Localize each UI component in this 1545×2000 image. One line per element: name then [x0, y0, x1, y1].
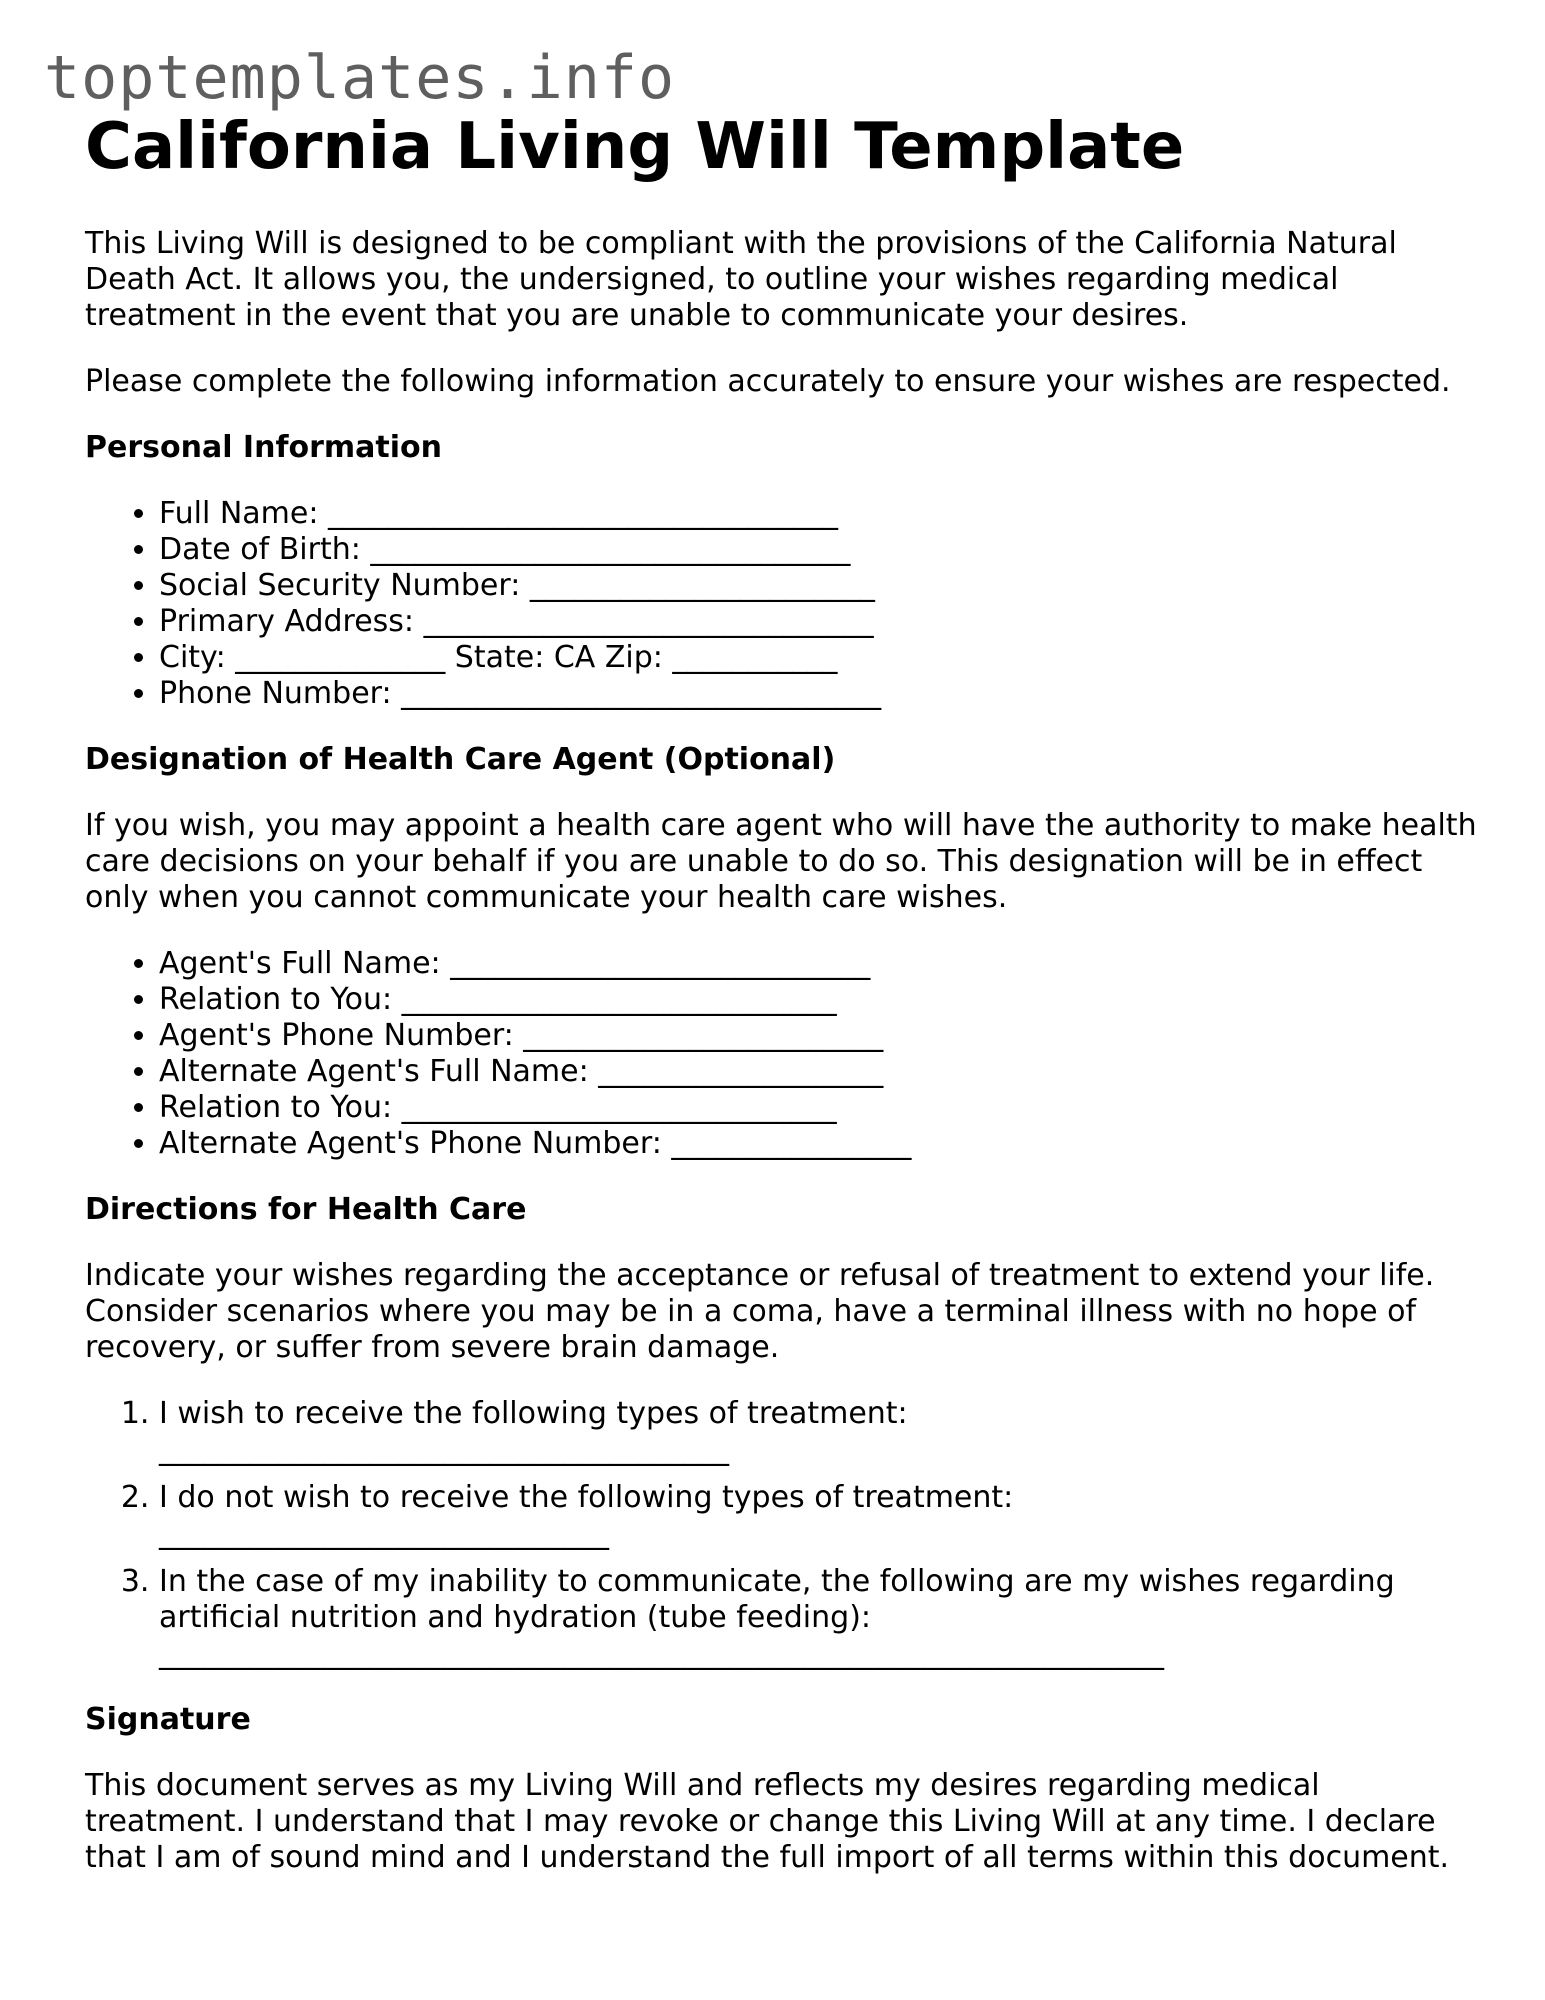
agent-paragraph: If you wish, you may appoint a health care agent who will have the authority to make health care decisions on your behalf if you are unable to do so. This designation will be in effect only when you cannot communicate your health care wishes. [85, 808, 1477, 915]
direction-text: 2. I do not wish to receive the following types of treatment: [159, 1480, 1014, 1515]
list-item[interactable]: • Alternate Agent's Phone Number: ________________ [159, 1126, 1485, 1162]
direction-blank[interactable]: ______________________________ [159, 1516, 609, 1551]
signature-heading: Signature [85, 1702, 251, 1737]
agent-list [85, 946, 1485, 1162]
signature-paragraph: This document serves as my Living Will and reflects my desires regarding medical treatment. I understand that I may revoke or change this Living Will at any time. I declare that I am of sound mind and I understand the full import of all terms within this document. [85, 1768, 1450, 1875]
list-item[interactable]: • Phone Number: ________________________________ [159, 676, 1485, 712]
list-item[interactable]: • Relation to You: _____________________________ [159, 1090, 1485, 1126]
list-item [159, 1480, 1485, 1552]
list-item[interactable]: • Social Security Number: _______________________ [159, 568, 1485, 604]
list-item[interactable]: • Date of Birth: ________________________________ [159, 532, 1485, 568]
personal-info-heading: Personal Information [85, 430, 442, 465]
intro-paragraph-1: This Living Will is designed to be compliant with the provisions of the California Natural Death Act. It allows you, the undersigned, to outline your wishes regarding medical treatment in the event that you are unable to communicate your desires. [85, 226, 1397, 333]
direction-blank[interactable]: ______________________________________ [159, 1432, 729, 1467]
list-item[interactable]: • Alternate Agent's Full Name: ___________________ [159, 1054, 1485, 1090]
intro-paragraph-2: Please complete the following information accurately to ensure your wishes are respected. [85, 364, 1451, 399]
watermark: toptemplates.info [44, 43, 676, 113]
direction-blank[interactable]: ___________________________________________________________________ [159, 1636, 1164, 1671]
directions-paragraph: Indicate your wishes regarding the acceptance or refusal of treatment to extend your life. Consider scenarios where you may be in a coma, have a terminal illness with no hope of recovery, or suffer from severe brain damage. [85, 1258, 1435, 1365]
page-title: California Living Will Template [85, 110, 1185, 184]
list-item[interactable]: • Agent's Phone Number: ________________________ [159, 1018, 1485, 1054]
list-item [159, 1396, 1485, 1468]
list-item[interactable]: • City: ______________ State: CA Zip: ___________ [159, 640, 1485, 676]
direction-text: 1. I wish to receive the following types of treatment: [159, 1396, 908, 1431]
personal-info-list [85, 496, 1485, 712]
agent-heading: Designation of Health Care Agent (Optional) [85, 742, 836, 777]
list-item[interactable]: • Full Name: __________________________________ [159, 496, 1485, 532]
list-item[interactable]: • Agent's Full Name: ____________________________ [159, 946, 1485, 982]
direction-text: 3. In the case of my inability to communicate, the following are my wishes regarding artificial nutrition and hydration (tube feeding): [159, 1564, 1395, 1635]
list-item[interactable]: • Relation to You: _____________________________ [159, 982, 1485, 1018]
directions-heading: Directions for Health Care [85, 1192, 527, 1227]
list-item [159, 1564, 1485, 1672]
document-page [85, 112, 1485, 1906]
directions-list [85, 1396, 1485, 1672]
list-item[interactable]: • Primary Address: ______________________________ [159, 604, 1485, 640]
